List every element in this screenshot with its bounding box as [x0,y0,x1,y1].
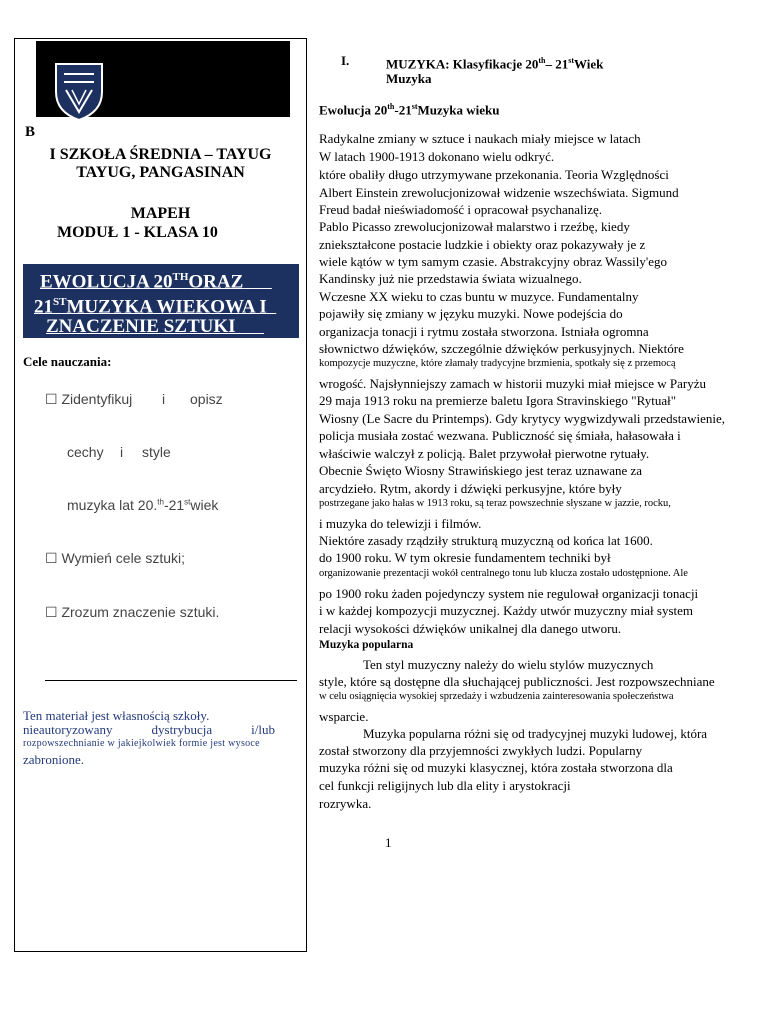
notice-line: rozpowszechnianie w jakiejkolwiek formie jest wysoce [23,738,260,749]
checkbox-icon: ☐ [45,391,58,407]
cover-letter: B [25,124,36,140]
body-line: Pablo Picasso zrewolucjonizował malarstwo i rzeźbę, kiedy [319,219,630,234]
body-line: Albert Einstein zrewolucjonizował widzenie wszechświata. Sigmund [319,185,679,200]
banner-line-1: EWOLUCJA 20THORAZ [40,271,244,293]
body-line: po 1900 roku żaden pojedynczy system nie regulował organizacji tonacji [319,586,699,601]
body-line: organizacja tonacji i rytmu została stworzona. Istniała ogromna [319,324,649,339]
body-line: Wczesne XX wieku to czas buntu w muzyce. Fundamentalny [319,289,639,304]
goal-1-word: i [162,391,166,407]
goal-1-word: opisz [190,391,223,407]
goal-item-4: ☐ Wymień cele sztuki; [45,550,186,566]
notice-line: Ten materiał jest własnością szkoły. [23,708,210,723]
body-line: policja musiała zostać wezwana. Publiczność się śmiała, hałasowała i [319,428,681,443]
section-heading: MUZYKA: Klasyfikacje 20th– 21stWiek Muzyka [386,56,604,87]
body-line: postrzegane jako hałas w 1913 roku, są teraz powszechnie słyszane w jazzie, rocku, [319,498,671,509]
goals-label: Cele nauczania: [23,354,112,369]
body-line: organizowanie prezentacji wokół centralnego tonu lub klucza zostało udostępnione. Ale [319,568,688,579]
body-line: arcydzieło. Rytm, akordy i dźwięki perkusyjne, które były [319,481,622,496]
body-line: Niektóre zasady rządziły strukturą muzyczną od końca lat 1600. [319,533,653,548]
goal-2-word: cechy [67,444,104,460]
subject-title: MAPEH [130,205,191,222]
body-line: wrogość. Najsłynniejszy zamach w historii muzyki miał miejsce w Paryżu [319,376,707,391]
body-line: Ten styl muzyczny należy do wielu stylów muzycznych [363,657,654,672]
body-line: Radykalne zmiany w sztuce i naukach miały miejsce w latach [319,131,641,146]
body-line: kompozycje muzyczne, które złamały tradycyjne brzmienia, spotkały się z przemocą [319,358,676,369]
paragraph-heading: Muzyka popularna [319,639,414,651]
body-line: wiele kątów w tym samym czasie. Abstrakcyjny obraz Wassily'ego [319,254,667,269]
school-name: I SZKOŁA ŚREDNIA – TAYUG [49,146,272,163]
body-line: rozrywka. [319,796,372,811]
goal-2-word: style [142,444,171,460]
page-number: 1 [385,835,392,850]
body-line: relacji wysokości dźwięków unikalnej dla danego utworu. [319,621,622,636]
body-line: słownictwo dźwięków, szczególnie dźwięków perkusyjnych. Niektóre [319,341,684,356]
body-line: Kandinsky już nie przedstawia świata wizualnego. [319,271,582,286]
body-line: Muzyka popularna różni się od tradycyjnej muzyki ludowej, która [363,726,708,741]
school-seal-icon [52,60,106,122]
body-line: w celu osiągnięcia wysokiej sprzedaży i wzbudzenia zainteresowania społeczeństwa [319,691,674,702]
goal-item-3: muzyka lat 20.$^{th}$-21stwiek [67,497,219,513]
body-line: właściwie walczył z policją. Balet przywołał pierwotne rytuały. [319,446,650,461]
body-line: muzyka różni się od muzyki klasycznej, która została stworzona dla [319,760,673,775]
banner-line-2: 21STMUZYKA WIEKOWA I [34,296,267,318]
divider [45,680,297,681]
module-title-banner [23,264,299,338]
body-line: Wiosny (Le Sacre du Printemps). Gdy krytycy wygwizdywali przedstawienie, [319,411,725,426]
goal-2-word: i [120,444,124,460]
subsection-heading: Ewolucja 20th-21stMuzyka wieku [319,102,500,118]
notice-line: nieautoryzowany dystrybucja i/lub [23,722,275,737]
banner-line-3: ZNACZENIE SZTUKI [46,316,236,337]
body-line: wsparcie. [319,709,369,724]
body-line: 29 maja 1913 roku na premierze baletu Igora Stravinskiego "Rytuał" [319,393,677,408]
body-line: które obaliły długo utrzymywane przekonania. Teoria Względności [319,167,669,182]
module-title: MODUŁ 1 - KLASA 10 [57,224,218,241]
body-line: zniekształcone postacie ludzkie i obiekty oraz pokazywały je z [319,237,646,252]
body-line: pojawiły się zmiany w języku muzyki. Nowe podejścia do [319,306,623,321]
school-location: TAYUG, PANGASINAN [76,164,245,181]
checkbox-icon: ☐ [45,550,58,566]
body-line: W latach 1900-1913 dokonano wielu odkryć. [319,149,555,164]
goal-item-5: ☐ Zrozum znaczenie sztuki. [45,604,220,620]
body-line: Freud badał nieświadomość i opracował psychanalizę. [319,202,603,217]
notice-line: zabronione. [23,752,85,767]
body-line: został stworzony dla przyjemności zwykłych ludzi. Popularny [319,743,643,758]
body-line: do 1900 roku. W tym okresie fundamentem techniki był [319,550,611,565]
goal-item-1: ☐ Zidentyfikuj [45,391,133,407]
body-line: style, które są dostępne dla słuchającej publiczności. Jest rozpowszechniane [319,674,715,689]
checkbox-icon: ☐ [45,604,58,620]
body-line: i w każdej kompozycji muzycznej. Każdy utwór muzyczny miał system [319,603,693,618]
body-line: Obecnie Święto Wiosny Strawińskiego jest teraz uznawane za [319,463,643,478]
section-number: I. [341,53,350,68]
body-line: i muzyka do telewizji i filmów. [319,516,482,531]
body-line: cel funkcji religijnych lub dla elity i arystokracji [319,778,571,793]
